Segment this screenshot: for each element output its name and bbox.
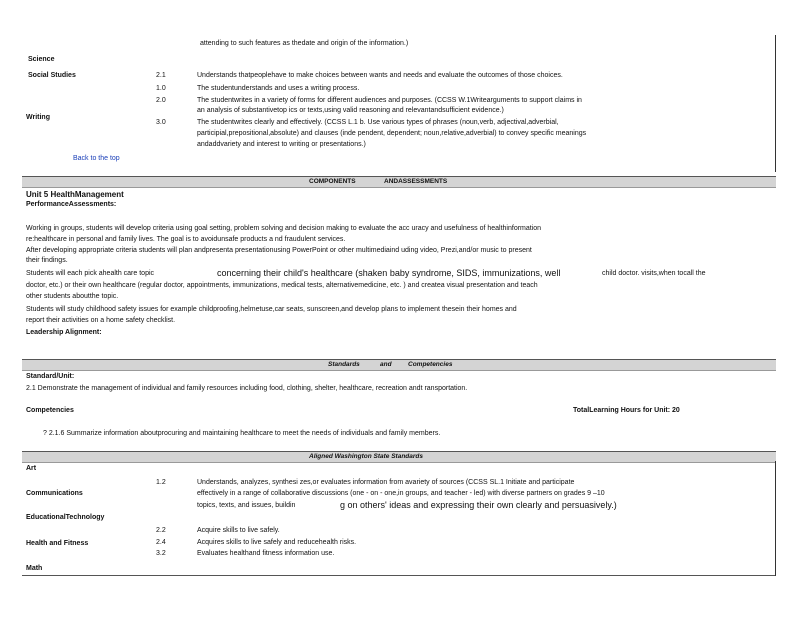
assessment-line: their findings. xyxy=(26,257,68,264)
standard-unit-label: Standard/Unit: xyxy=(26,373,75,380)
aligned-text: Acquire skills to live safely. xyxy=(197,527,280,534)
std-text: andaddvariety and interest to writing or presentations.) xyxy=(197,141,366,148)
subject-writing: Writing xyxy=(26,114,50,121)
table-border-right xyxy=(775,35,776,172)
subject-math: Math xyxy=(26,565,43,572)
std-text: participial,prepositional,absolute) and clauses (inde pendent, dependent; noun,relative,adverbial) to convey specific meanings xyxy=(197,130,587,137)
aligned-text: Evaluates healthand fitness information use. xyxy=(197,550,335,557)
aligned-num: 2.2 xyxy=(156,527,166,534)
aligned-big-tail: g on others' ideas and expressing their own clearly and persuasively.) xyxy=(340,500,617,510)
aligned-header-band xyxy=(22,451,776,463)
back-to-top-link[interactable]: Back to the top xyxy=(73,155,120,162)
assessment-line: Working in groups, students will develop criteria using goal setting, problem solving and decision making to evaluate the acc uracy and usefulness of healthinformation xyxy=(26,225,542,232)
aligned-text: topics, texts, and issues, buildin xyxy=(197,502,296,509)
subject-health-fitness: Health and Fitness xyxy=(26,540,89,547)
aligned-num: 3.2 xyxy=(156,550,166,557)
standards-header-left: Standards xyxy=(328,361,360,368)
subject-communications: Communications xyxy=(26,490,83,497)
subject-educational-technology: EducationalTechnology xyxy=(26,514,105,521)
std-num: 2.0 xyxy=(156,97,166,104)
aligned-num: 2.4 xyxy=(156,539,166,546)
aligned-num: 1.2 xyxy=(156,479,166,486)
standards-header-band xyxy=(22,359,776,371)
aligned-text: effectively in a range of collaborative discussions (one - on - one,in groups, and teacher - led) with diverse partners on grades 9 –10 xyxy=(197,490,605,497)
assessment-line: report their activities on a home safety checklist. xyxy=(26,317,176,324)
assessment-students-seg3: child doctor. visits,when tocall the xyxy=(602,270,706,277)
unit-title: Unit 5 HealthManagement xyxy=(26,190,124,199)
total-learning-hours: TotalLearning Hours for Unit: 20 xyxy=(573,407,680,414)
std-num: 2.1 xyxy=(156,72,166,79)
standards-header-right: Competencies xyxy=(408,361,453,368)
std-text: The studentwrites in a variety of forms for different audiences and purposes. (CCSS W.1Writearguments to support claims in xyxy=(197,97,582,104)
std-text: The studentwrites clearly and effectively. (CCSS L.1 b. Use various types of phrases (noun,verb, adjectival,adverbial, xyxy=(197,119,559,126)
std-text: The studentunderstands and uses a writing process. xyxy=(197,85,360,92)
std-text: Understands thatpeoplehave to make choices between wants and needs and evaluate the outcomes of those choices. xyxy=(197,72,563,79)
standards-header-mid: and xyxy=(380,361,392,368)
table-border-right-lower xyxy=(775,461,776,576)
assessment-students-seg2: concerning their child's healthcare (shaken baby syndrome, SIDS, immunizations, well xyxy=(217,268,561,278)
assessment-line: After developing appropriate criteria students will plan andpresenta presentationusing PowerPoint or other multimediaind uding video, Prezi,and/or music to present xyxy=(26,247,532,254)
subject-art: Art xyxy=(26,465,37,472)
aligned-header: Aligned Washington State Standards xyxy=(309,453,424,460)
std-num: 1.0 xyxy=(156,85,166,92)
subject-science: Science xyxy=(28,56,55,63)
assessment-line: Students will study childhood safety issues for example childproofing,helmetuse,car seats, sunscreen,and develop plans to implement thesein their homes and xyxy=(26,306,517,313)
std-text: an analysis of substantivetop ics or texts,using valid reasoning and relevantandsufficient evidence.) xyxy=(197,107,504,114)
continuation-text: attending to such features as thedate and origin of the information.) xyxy=(200,40,409,47)
aligned-text: Understands, analyzes, synthesi zes,or evaluates information from avariety of sources (CCSS SL.1 Initiate and participate xyxy=(197,479,575,486)
subject-social-studies: Social Studies xyxy=(28,72,76,79)
competency-line: ? 2.1.6 Summarize information aboutprocuring and maintaining healthcare to meet the needs of individuals and family members. xyxy=(43,430,441,437)
components-header-band xyxy=(22,176,776,188)
aligned-text: Acquires skills to live safely and reducehealth risks. xyxy=(197,539,357,546)
components-header-right: ANDASSESSMENTS xyxy=(384,178,448,185)
standard-line: 2.1 Demonstrate the management of individual and family resources including food, clothing, shelter, healthcare, recreation andt ransportation. xyxy=(26,385,468,392)
assessment-line: other students aboutthe topic. xyxy=(26,293,119,300)
competencies-label: Competencies xyxy=(26,407,74,414)
assessment-line: doctor, etc.) or their own healthcare (regular doctor, appointments, immunizations, medical tests, alternativemedicine, etc. ) and createa visual presentation and teach xyxy=(26,282,538,289)
components-header-left: COMPONENTS xyxy=(309,178,356,185)
leadership-alignment: Leadership Alignment: xyxy=(26,329,102,336)
assessment-students-seg1: Students will each pick ahealth care topic xyxy=(26,270,155,277)
performance-assessments-label: PerformanceAssessments: xyxy=(26,201,117,208)
std-num: 3.0 xyxy=(156,119,166,126)
assessment-line: re:healthcare in personal and family lives. The goal is to avoidunsafe products a nd fraudulent services. xyxy=(26,236,346,243)
table-bottom-border xyxy=(22,575,776,576)
